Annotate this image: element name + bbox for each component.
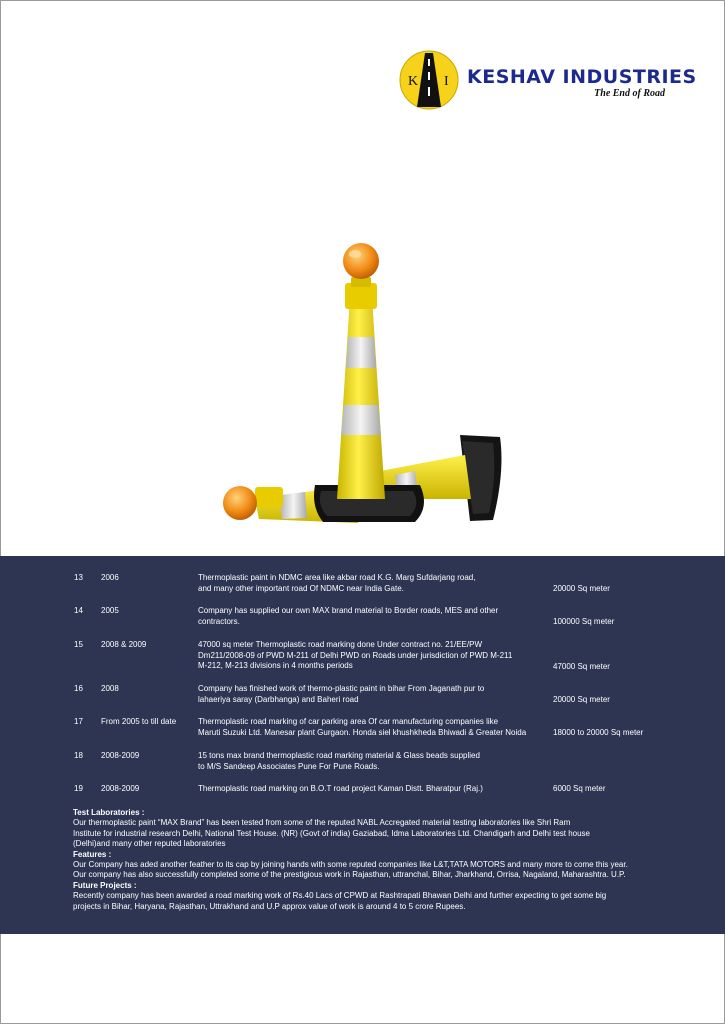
project-year: 2005 bbox=[101, 606, 119, 615]
project-number: 19 bbox=[74, 784, 83, 793]
project-number: 16 bbox=[74, 684, 83, 693]
project-description bbox=[198, 717, 548, 738]
future-projects-line: projects in Bihar, Haryana, Rajasthan, Uttrakhand and U.P approx value of work is around 4 to 5 crore Rupees. bbox=[73, 901, 466, 911]
future-projects-line: Recently company has been awarded a road marking work of Rs.40 Lacs of CPWD at Rashtrapati Bhawan Delhi and further expecting to get some big bbox=[73, 891, 607, 901]
project-year: From 2005 to till date bbox=[101, 717, 177, 726]
project-description bbox=[198, 784, 548, 795]
project-number: 17 bbox=[74, 717, 83, 726]
test-laboratories-line: Institute for industrial research Delhi, National Test House. (NR) (Govt of india) Gaziabad, Idma Laboratories Ltd. Chandigarh and Delhi test house bbox=[73, 828, 591, 838]
features-line: Our Company has aded another feather to its cap by joining hands with some reputed companies like L&T,TATA MOTORS and many more to come this year. bbox=[73, 860, 628, 870]
project-description bbox=[198, 684, 548, 705]
description-line: Company has supplied our own MAX brand material to Border roads, MES and other bbox=[198, 606, 499, 615]
description-line: Thermoplastic paint in NDMC area like akbar road K.G. Marg Sufdarjang road, bbox=[198, 573, 476, 582]
project-year: 2008 & 2009 bbox=[101, 640, 147, 649]
description-line: Thermoplastic road marking on B.O.T road project Kaman Distt. Bharatpur (Raj.) bbox=[198, 784, 483, 793]
project-info-panel bbox=[0, 556, 725, 934]
notes-section bbox=[73, 808, 673, 912]
test-laboratories-line: Our thermoplastic paint “MAX Brand” has been tested from some of the reputed NABL Accregated material testing laboratories like Shri Ram bbox=[73, 818, 571, 828]
description-line: Dm211/2008-09 of PWD M-211 of Delhi PWD on Roads under jurisdiction of PWD M-211 bbox=[198, 650, 513, 660]
company-tagline: The End of Road bbox=[594, 88, 665, 99]
company-logo-badge bbox=[399, 50, 459, 110]
description-line: M-212, M-213 divisions in 4 months periods bbox=[198, 661, 353, 670]
project-number: 18 bbox=[74, 751, 83, 760]
description-line: Maruti Suzuki Ltd. Manesar plant Gurgaon. Honda siel khushkheda Bhiwadi & Greater Noida bbox=[198, 727, 527, 737]
project-quantity: 6000 Sq meter bbox=[553, 784, 606, 793]
project-year: 2008-2009 bbox=[101, 751, 140, 760]
project-description bbox=[198, 751, 548, 772]
description-line: 47000 sq meter Thermoplastic road marking done Under contract no. 21/EE/PW bbox=[198, 640, 482, 649]
description-line: Company has finished work of thermo-plastic paint in bihar From Jaganath pur to bbox=[198, 684, 485, 693]
project-number: 13 bbox=[74, 573, 83, 582]
description-line: lahaeriya saray (Darbhanga) and Baheri road bbox=[198, 694, 359, 704]
road-cone-photo bbox=[215, 237, 515, 532]
description-line: 15 tons max brand thermoplastic road marking material & Glass beads supplied bbox=[198, 751, 480, 760]
description-line: and many other important road Of NDMC near India Gate. bbox=[198, 583, 404, 593]
features-heading: Features : bbox=[73, 849, 112, 859]
project-description bbox=[198, 573, 548, 594]
project-quantity: 47000 Sq meter bbox=[553, 662, 610, 671]
project-number: 15 bbox=[74, 640, 83, 649]
project-year: 2008-2009 bbox=[101, 784, 140, 793]
features-line: Our company has also successfully completed some of the prestigious work in Rajasthan, uttranchal, Bihar, Jharkhand, Orrisa, Nagaland, Maharashtra. U.P. bbox=[73, 870, 626, 880]
company-name: KESHAV INDUSTRIES bbox=[467, 66, 697, 88]
project-quantity: 20000 Sq meter bbox=[553, 695, 610, 704]
project-description bbox=[198, 640, 548, 672]
badge-letter-k: K bbox=[408, 74, 419, 89]
description-line: contractors. bbox=[198, 616, 240, 626]
project-year: 2006 bbox=[101, 573, 119, 582]
description-line: Thermoplastic road marking of car parking area Of car manufacturing companies like bbox=[198, 717, 499, 726]
project-quantity: 100000 Sq meter bbox=[553, 617, 615, 626]
project-number: 14 bbox=[74, 606, 83, 615]
project-quantity: 18000 to 20000 Sq meter bbox=[553, 728, 644, 737]
project-description bbox=[198, 606, 548, 627]
future-projects-heading: Future Projects : bbox=[73, 880, 137, 890]
test-laboratories-heading: Test Laboratories : bbox=[73, 808, 145, 817]
project-year: 2008 bbox=[101, 684, 119, 693]
test-laboratories-line: (Delhi)and many other reputed laboratories bbox=[73, 839, 226, 849]
badge-letter-i: I bbox=[444, 74, 449, 89]
description-line: to M/S Sandeep Associates Pune For Pune Roads. bbox=[198, 761, 380, 771]
project-quantity: 20000 Sq meter bbox=[553, 584, 610, 593]
